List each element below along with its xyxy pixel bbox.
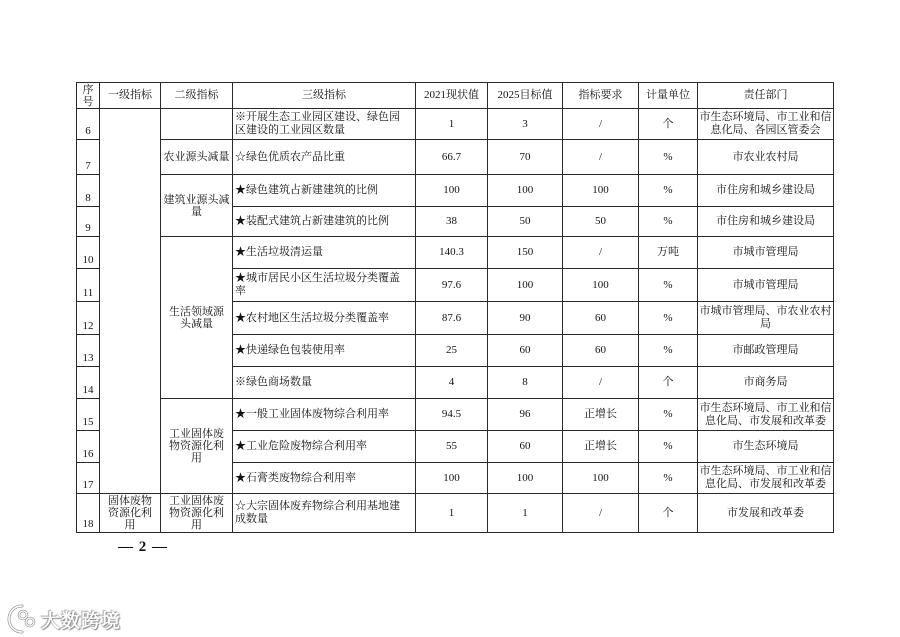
level1-solid-waste: 固体废物资源化利用 [100, 494, 161, 533]
row-17-department: 市生态环境局、市工业和信息化局、市发展和改革委 [698, 463, 834, 494]
row-12-level3: ★农村地区生活垃圾分类覆盖率 [233, 302, 416, 335]
row-18-value-2021: 1 [416, 494, 488, 533]
row-15-requirement: 正增长 [563, 399, 639, 431]
header-requirement: 指标要求 [563, 83, 639, 109]
table-row [77, 175, 834, 207]
row-13-requirement: 60 [563, 335, 639, 367]
row-9-level3: ★装配式建筑占新建建筑的比例 [233, 207, 416, 237]
row-17-unit: % [639, 463, 698, 494]
row-9-seq: 9 [77, 207, 100, 237]
row-8-requirement: 100 [563, 175, 639, 207]
row-17-level3: ★石膏类废物综合利用率 [233, 463, 416, 494]
row-15-seq: 15 [77, 399, 100, 431]
row-6-target-2025: 3 [488, 109, 563, 140]
row-16-requirement: 正增长 [563, 431, 639, 463]
row-14-unit: 个 [639, 367, 698, 399]
row-11-requirement: 100 [563, 269, 639, 302]
row-8-seq: 8 [77, 175, 100, 207]
row-13-target-2025: 60 [488, 335, 563, 367]
header-level1: 一级指标 [100, 83, 161, 109]
row-6-level3: ※开展生态工业园区建设、绿色园区建设的工业园区数量 [233, 109, 416, 140]
row-13-department: 市邮政管理局 [698, 335, 834, 367]
row-16-value-2021: 55 [416, 431, 488, 463]
row-10-level3: ★生活垃圾清运量 [233, 237, 416, 269]
table-row [77, 140, 834, 175]
row-7-unit: % [639, 140, 698, 175]
row-6-unit: 个 [639, 109, 698, 140]
row-9-unit: % [639, 207, 698, 237]
row-9-value-2021: 38 [416, 207, 488, 237]
watermark [6, 603, 121, 635]
row-14-seq: 14 [77, 367, 100, 399]
row-11-level3: ★城市居民小区生活垃圾分类覆盖率 [233, 269, 416, 302]
row-10-requirement: / [563, 237, 639, 269]
row-12-unit: % [639, 302, 698, 335]
table-row [77, 237, 834, 269]
row-8-department: 市住房和城乡建设局 [698, 175, 834, 207]
row-7-target-2025: 70 [488, 140, 563, 175]
row-11-seq: 11 [77, 269, 100, 302]
row-14-level3: ※绿色商场数量 [233, 367, 416, 399]
header-row [77, 83, 834, 109]
header-value-2021: 2021现状值 [416, 83, 488, 109]
row-18-level3: ☆大宗固体废弃物综合利用基地建成数量 [233, 494, 416, 533]
row-10-unit: 万吨 [639, 237, 698, 269]
row-9-department: 市住房和城乡建设局 [698, 207, 834, 237]
row-15-department: 市生态环境局、市工业和信息化局、市发展和改革委 [698, 399, 834, 431]
row-18-target-2025: 1 [488, 494, 563, 533]
row-8-target-2025: 100 [488, 175, 563, 207]
row-16-target-2025: 60 [488, 431, 563, 463]
level2-construction: 建筑业源头减量 [161, 175, 233, 237]
row-13-unit: % [639, 335, 698, 367]
row-9-target-2025: 50 [488, 207, 563, 237]
row-15-target-2025: 96 [488, 399, 563, 431]
row-9-requirement: 50 [563, 207, 639, 237]
row-7-department: 市农业农村局 [698, 140, 834, 175]
row-6-requirement: / [563, 109, 639, 140]
row-13-seq: 13 [77, 335, 100, 367]
table-row [77, 109, 834, 140]
row-14-requirement: / [563, 367, 639, 399]
row-11-unit: % [639, 269, 698, 302]
row-8-level3: ★绿色建筑占新建建筑的比例 [233, 175, 416, 207]
header-unit: 计量单位 [639, 83, 698, 109]
row-17-requirement: 100 [563, 463, 639, 494]
indicator-table [76, 82, 834, 533]
row-6-value-2021: 1 [416, 109, 488, 140]
row-8-value-2021: 100 [416, 175, 488, 207]
row-14-value-2021: 4 [416, 367, 488, 399]
row-16-level3: ★工业危险废物综合利用率 [233, 431, 416, 463]
header-department: 责任部门 [698, 83, 834, 109]
row-11-department: 市城市管理局 [698, 269, 834, 302]
row-12-target-2025: 90 [488, 302, 563, 335]
level1-blank-cell [100, 109, 161, 494]
level2-agriculture: 农业源头减量 [161, 140, 233, 175]
table-row [77, 399, 834, 431]
header-level3: 三级指标 [233, 83, 416, 109]
row-10-department: 市城市管理局 [698, 237, 834, 269]
row-8-unit: % [639, 175, 698, 207]
row-17-value-2021: 100 [416, 463, 488, 494]
row-11-target-2025: 100 [488, 269, 563, 302]
header-target-2025: 2025目标值 [488, 83, 563, 109]
row-12-department: 市城市管理局、市农业农村局 [698, 302, 834, 335]
table-row [77, 494, 834, 533]
row-7-requirement: / [563, 140, 639, 175]
row-17-target-2025: 100 [488, 463, 563, 494]
row-17-seq: 17 [77, 463, 100, 494]
row-15-value-2021: 94.5 [416, 399, 488, 431]
page-number: — 2 — [118, 539, 168, 555]
row-11-value-2021: 97.6 [416, 269, 488, 302]
row-6-level2-blank-cell [161, 109, 233, 140]
row-14-department: 市商务局 [698, 367, 834, 399]
row-10-seq: 10 [77, 237, 100, 269]
header-seq: 序号 [77, 83, 100, 109]
row-18-requirement: / [563, 494, 639, 533]
row-12-seq: 12 [77, 302, 100, 335]
row-13-level3: ★快递绿色包装使用率 [233, 335, 416, 367]
row-6-department: 市生态环境局、市工业和信息化局、各园区管委会 [698, 109, 834, 140]
row-18-department: 市发展和改革委 [698, 494, 834, 533]
row-15-unit: % [639, 399, 698, 431]
row-18-unit: 个 [639, 494, 698, 533]
row-16-seq: 16 [77, 431, 100, 463]
level2-industrial-solid-waste: 工业固体废物资源化利用 [161, 399, 233, 494]
row-15-level3: ★一般工业固体废物综合利用率 [233, 399, 416, 431]
row-7-seq: 7 [77, 140, 100, 175]
row-16-unit: % [639, 431, 698, 463]
level2-living: 生活领域源头减量 [161, 237, 233, 399]
row-18-seq: 18 [77, 494, 100, 533]
row-10-target-2025: 150 [488, 237, 563, 269]
row-7-value-2021: 66.7 [416, 140, 488, 175]
row-12-value-2021: 87.6 [416, 302, 488, 335]
row-16-department: 市生态环境局 [698, 431, 834, 463]
row-13-value-2021: 25 [416, 335, 488, 367]
row-7-level3: ☆绿色优质农产品比重 [233, 140, 416, 175]
row-10-value-2021: 140.3 [416, 237, 488, 269]
watermark-logo-icon [6, 603, 38, 635]
row-12-requirement: 60 [563, 302, 639, 335]
row-6-seq: 6 [77, 109, 100, 140]
level2-industrial-solid-waste-2: 工业固体废物资源化利用 [161, 494, 233, 533]
row-14-target-2025: 8 [488, 367, 563, 399]
header-level2: 二级指标 [161, 83, 233, 109]
watermark-text: 大数跨境 [41, 609, 122, 632]
